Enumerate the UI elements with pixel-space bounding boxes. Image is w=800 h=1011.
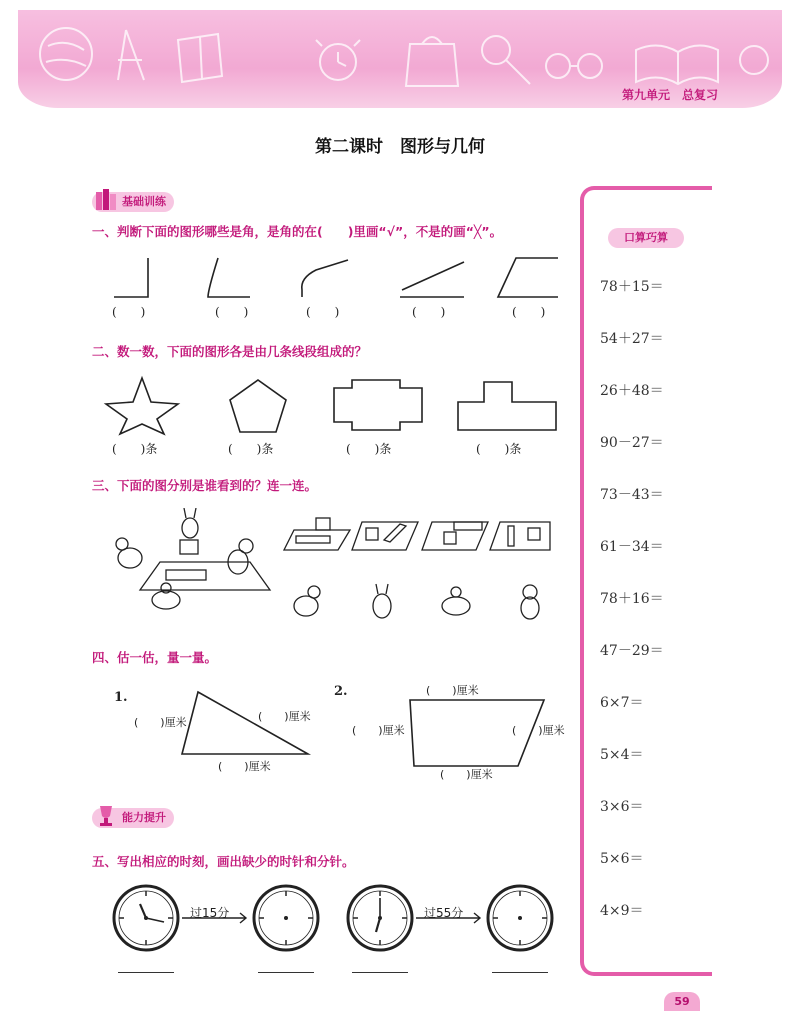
calc-item: 78＋15＝: [600, 279, 664, 295]
scene-turtle: [152, 583, 180, 609]
scene-cube: [180, 540, 198, 554]
q2-answer-4[interactable]: ( )条: [476, 442, 522, 456]
segment-figures: [100, 372, 570, 438]
triangle-right-side[interactable]: ( )厘米: [258, 710, 311, 723]
q1-answer-5[interactable]: ( ): [512, 305, 546, 319]
question-4-title: 四、估一估，量一量。: [92, 650, 218, 665]
question-5-title: 五、写出相应的时刻，画出缺少的时针和分针。: [92, 854, 355, 869]
figure-curve-not-angle: [302, 260, 348, 297]
section-badge-basic: [92, 192, 174, 212]
scene-rabbit: [182, 508, 198, 538]
triangle-bottom-side[interactable]: ( )厘米: [218, 760, 271, 773]
header-banner: [18, 10, 782, 108]
clock-1: [114, 886, 178, 950]
calc-item: 4×9＝: [600, 903, 644, 919]
clock-1-answer-line[interactable]: [118, 972, 174, 973]
trophy-icon: [94, 802, 118, 828]
scene-mat: [140, 562, 270, 590]
lesson-title: 第二课时 图形与几何: [315, 137, 485, 157]
clock-3-answer-line[interactable]: [352, 972, 408, 973]
scene-bar: [166, 570, 206, 580]
view-matching-illustration: [100, 508, 570, 632]
calc-item: 78＋16＝: [600, 591, 664, 607]
calc-item: 47－29＝: [600, 643, 664, 659]
q4-item-2-number: 2.: [334, 684, 348, 699]
clock-2-answer-line[interactable]: [258, 972, 314, 973]
quad-right-side[interactable]: ( )厘米: [512, 724, 565, 737]
q2-answer-1[interactable]: ( )条: [112, 442, 158, 456]
calc-item: 3×6＝: [600, 799, 644, 815]
page-number: 59: [664, 992, 700, 1011]
bottom-chick: [294, 586, 320, 616]
q1-answer-1[interactable]: ( ): [112, 305, 146, 319]
quad-top-side[interactable]: ( )厘米: [426, 684, 479, 697]
arrow-1-label: 过15分: [190, 906, 230, 920]
calc-item: 61－34＝: [600, 539, 664, 555]
arrow-2-label: 过55分: [424, 906, 464, 920]
figure-angle: [498, 258, 558, 297]
books-icon: [94, 186, 118, 212]
q2-answer-2[interactable]: ( )条: [228, 442, 274, 456]
pentagon-shape: [230, 380, 286, 432]
clock-2: [254, 886, 318, 950]
q4-item-1-number: 1.: [114, 690, 128, 705]
section-badge-basic-label: 基础训练: [122, 195, 166, 208]
bottom-dog: [521, 585, 539, 619]
calc-item: 54＋27＝: [600, 331, 664, 347]
question-3-title: 三、下面的图分别是谁看到的？连一连。: [92, 478, 318, 493]
q1-answer-4[interactable]: ( ): [412, 305, 446, 319]
view-card-3: [422, 522, 488, 550]
q1-answer-2[interactable]: ( ): [215, 305, 249, 319]
calc-item: 5×4＝: [600, 747, 644, 763]
bottom-turtle: [442, 587, 470, 615]
figure-right-angle: [114, 258, 148, 297]
view-card-4: [490, 522, 550, 550]
scene-chick: [116, 538, 142, 568]
angle-figures: [100, 250, 580, 302]
quad-left-side[interactable]: ( )厘米: [352, 724, 405, 737]
scene-dog: [228, 539, 253, 574]
cross-shape: [334, 380, 422, 430]
clock-4: [488, 886, 552, 950]
unit-label: 第九单元 总复习: [621, 88, 718, 102]
section-badge-advanced-label: 能力提升: [122, 811, 166, 824]
clock-4-answer-line[interactable]: [492, 972, 548, 973]
clock-3: [348, 886, 412, 950]
bottom-rabbit: [373, 584, 391, 618]
calc-item: 73－43＝: [600, 487, 664, 503]
question-1-title: 一、判断下面的图形哪些是角，是角的在( )里画“√”，不是的画“╳”。: [92, 224, 503, 239]
clock-row: [108, 880, 568, 956]
triangle-left-side[interactable]: ( )厘米: [134, 716, 187, 729]
calc-item: 5×6＝: [600, 851, 644, 867]
step-shape: [458, 382, 556, 430]
q1-answer-3[interactable]: ( ): [306, 305, 340, 319]
sidebar-title: 口算巧算: [608, 228, 684, 248]
view-card-1: [284, 530, 350, 550]
question-2-title: 二、数一数，下面的图形各是由几条线段组成的？: [92, 344, 368, 359]
calc-item: 26＋48＝: [600, 383, 664, 399]
calc-item: 6×7＝: [600, 695, 644, 711]
star-shape: [106, 378, 178, 434]
view-card-2: [352, 522, 418, 550]
q2-answer-3[interactable]: ( )条: [346, 442, 392, 456]
quad-bottom-side[interactable]: ( )厘米: [440, 768, 493, 781]
mental-math-sidebar: [580, 186, 712, 976]
calc-item: 90－27＝: [600, 435, 664, 451]
figure-separate-lines: [400, 262, 464, 297]
section-badge-advanced: [92, 808, 174, 828]
figure-curved-angle: [208, 258, 250, 297]
